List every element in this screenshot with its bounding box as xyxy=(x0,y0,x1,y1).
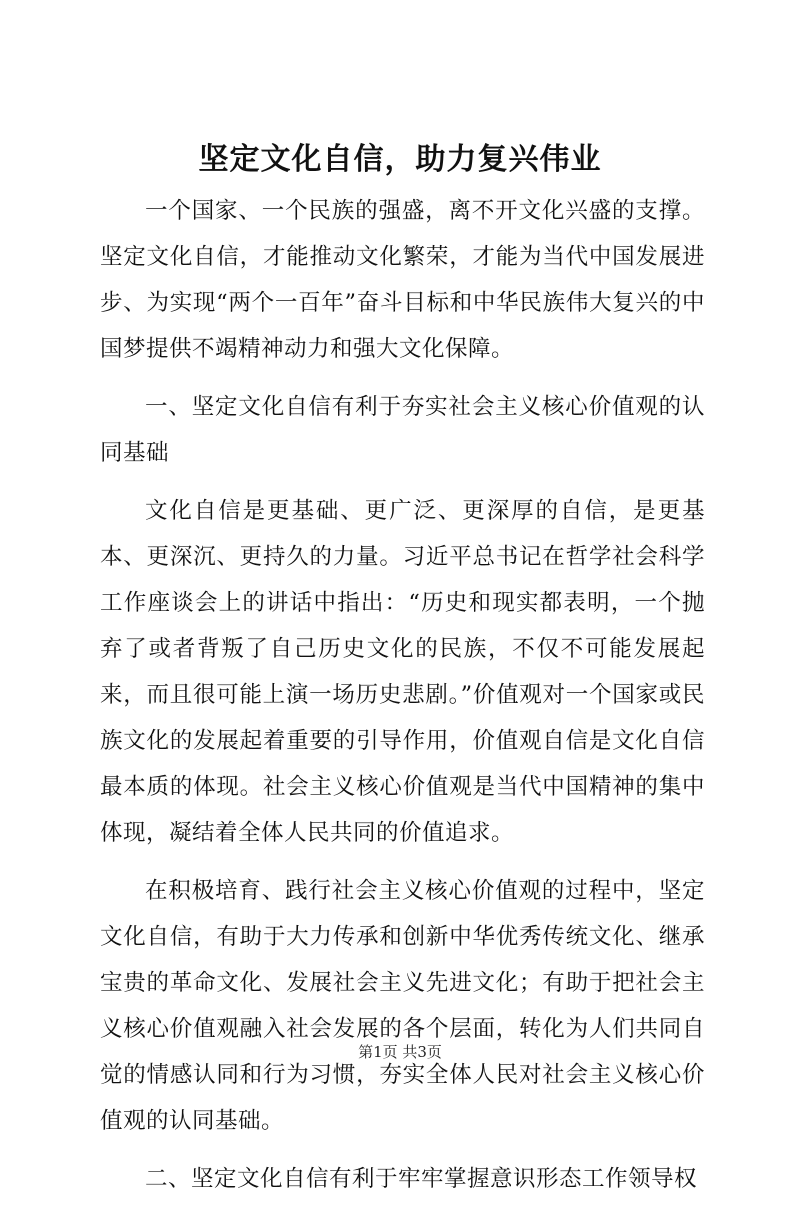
document-title: 坚定文化自信，助力复兴伟业 xyxy=(198,142,602,177)
paragraph-core-values: 在积极培育、践行社会主义核心价值观的过程中，坚定文化自信，有助于大力传承和创新中华优秀传统文化、继承宝贵的革命文化、发展社会主义先进文化；有助于把社会主义核心价值观融入社会发展的各个层面，转化为人们共同自觉的情感认同和行为习惯，夯实全体人民对社会主义核心价值观的认同基础。 xyxy=(100,878,705,1134)
page-footer: 第1页 共3页 xyxy=(358,1043,442,1061)
paragraph-intro: 一个国家、一个民族的强盛，离不开文化兴盛的支撑。坚定文化自信，才能推动文化繁荣，才能为当代中国发展进步、为实现“两个一百年”奋斗目标和中华民族伟大复兴的中国梦提供不竭精神动力和强大文化保障。 xyxy=(100,198,705,362)
section-heading-1: 一、坚定文化自信有利于夯实社会主义核心价值观的认同基础 xyxy=(100,394,705,466)
paragraph-cultural-confidence: 文化自信是更基础、更广泛、更深厚的自信，是更基本、更深沉、更持久的力量。习近平总书记在哲学社会科学工作座谈会上的讲话中指出：“历史和现实都表明，一个抛弃了或者背叛了自己历史文化的民族，不仅不可能发展起来，而且很可能上演一场历史悲剧。”价值观对一个国家或民族文化的发展起着重要的引导作用，价值观自信是文化自信最本质的体现。社会主义核心价值观是当代中国精神的集中体现，凝结着全体人民共同的价值追求。 xyxy=(100,498,705,846)
section-heading-2: 二、坚定文化自信有利于牢牢掌握意识形态工作领导权 xyxy=(145,1166,698,1192)
